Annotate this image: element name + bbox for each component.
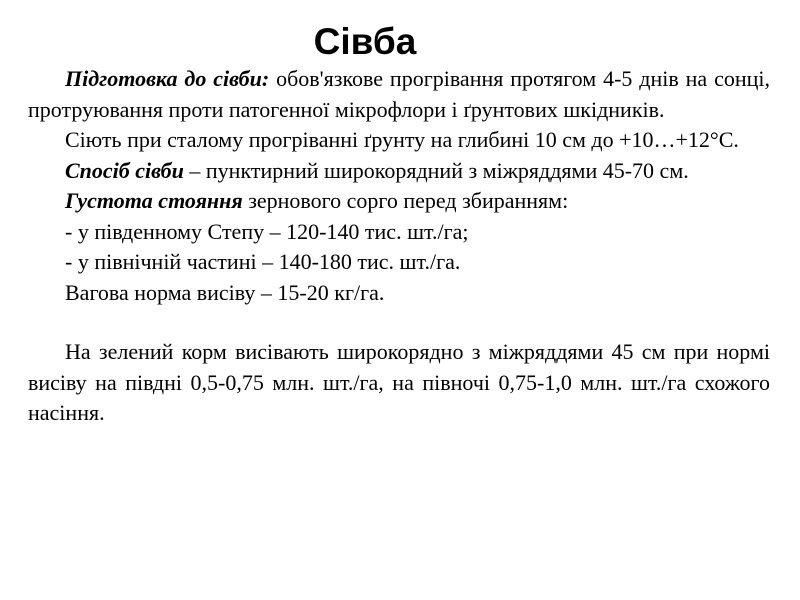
text-south-steppe: - у південному Степу – 120-140 тис. шт./га;	[65, 218, 469, 244]
paragraph-green-fodder	[28, 337, 770, 429]
list-item-north-part	[28, 247, 770, 278]
slide-title: Сівба	[313, 21, 417, 62]
text-sowing-temperature: Сіють при сталому прогріванні ґрунту на глибині 10 см до +10…+12°С.	[65, 127, 739, 152]
text-plant-density: зернового сорго перед збиранням:	[242, 188, 569, 213]
text-sowing-method: – пунктирний широкорядний з міжряддями 45-70 см.	[183, 157, 689, 183]
paragraph-sowing-preparation	[28, 64, 770, 125]
paragraph-sowing-temperature	[28, 125, 770, 156]
term-plant-density: Густота стояння	[65, 188, 243, 213]
term-sowing-preparation: Підготовка до сівби:	[65, 66, 270, 91]
paragraph-sowing-method	[28, 156, 770, 187]
list-item-south-steppe	[28, 217, 770, 248]
paragraph-seeding-rate	[28, 278, 770, 309]
slide-content	[28, 64, 770, 429]
text-seeding-rate: Вагова норма висіву – 15-20 кг/га.	[65, 279, 385, 305]
text-north-part: - у північній частині – 140-180 тис. шт./га.	[65, 249, 461, 274]
term-sowing-method: Спосіб сівби	[65, 157, 184, 183]
paragraph-plant-density	[28, 186, 770, 217]
text-sowing-preparation: обов'язкове прогрівання протягом 4-5 днів на сонці, протруювання проти патогенної мікрофлори і ґрунтових шкідників.	[28, 66, 771, 122]
text-green-fodder: На зелений корм висівають широкорядно з міжряддями 45 см при нормі висіву на півдні 0,5-0,75 млн. шт./га, на півночі 0,75-1,0 млн. шт./га схожого насіння.	[28, 339, 770, 425]
paragraph-spacer	[28, 308, 770, 337]
